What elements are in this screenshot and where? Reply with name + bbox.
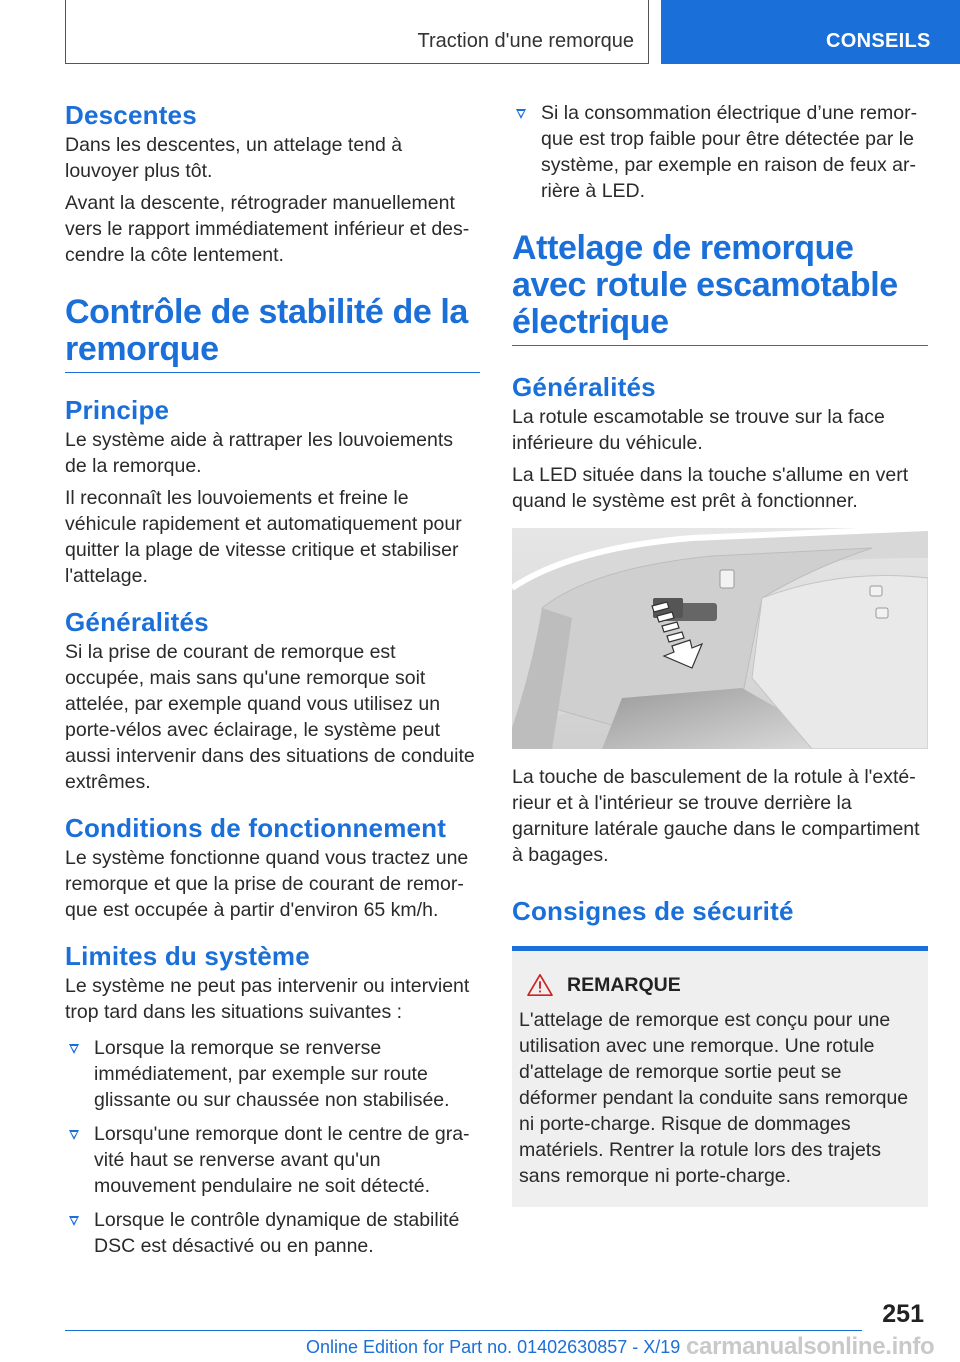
generalites-right-p1: La rotule escamotable se trouve sur la face inférieure du véhicule. — [512, 406, 885, 454]
warning-text: L'attelage de remorque est conçu pour une utilisation avec une remorque. Une rotule d'attelage de remorque sortie peut se déformer pendant la conduite sans remorque ni porte-charge. Risque de dommages matériels. Rentrer la rotule lors des trajets sans remorque ni porte-charge. — [519, 1009, 909, 1187]
limites-heading: Limites du système — [65, 941, 310, 971]
footer-rule — [65, 1330, 862, 1331]
principe-p1: Le système aide à rattraper les louvoiements de la remorque. — [65, 429, 454, 477]
trunk-illustration — [512, 528, 928, 749]
bullet-triangle-icon — [69, 1044, 79, 1054]
warning-triangle-icon — [525, 973, 555, 997]
limites-list — [65, 1035, 480, 1259]
generalites-heading-right: Généralités — [512, 372, 656, 402]
edition-text: Online Edition for Part no. 01402630857 - X/19 — [306, 1337, 681, 1357]
attelage-title: Attelage de remorque avec rotule escamotable électrique — [512, 230, 928, 346]
chapter-tab[interactable] — [661, 0, 960, 64]
list-item: Si la consommation électrique d’une remorque est trop faible pour être détectée par le système, par exemple en raison de feux arrière à LED. — [512, 100, 928, 204]
generalites-p1: Si la prise de courant de remorque est occupée, mais sans qu'une remorque soit attelée, par exemple quand vous utilisez un porte-vélos avec éclairage, le système peut aussi intervenir dans des situations de conduite extrêmes. — [65, 641, 475, 793]
conditions-p1: Le système fonctionne quand vous tractez une remorque et que la prise de courant de remorque est occupée à partir d'environ 65 km/h. — [65, 847, 469, 921]
descentes-heading: Descentes — [65, 100, 197, 130]
consignes-heading: Consignes de sécurité — [512, 896, 794, 926]
warning-title: REMARQUE — [567, 973, 681, 996]
list-item: Lorsque le contrôle dynamique de stabilité DSC est désactivé ou en panne. — [65, 1207, 480, 1259]
warning-header — [519, 973, 920, 997]
bullet-triangle-icon — [516, 109, 526, 119]
header-box — [65, 0, 649, 64]
bullet-triangle-icon — [69, 1216, 79, 1226]
figure-caption: La touche de basculement de la rotule à l'extérieur et à l'intérieur se trouve derrière la garniture latérale gauche dans le compartiment à bagages. — [512, 766, 920, 866]
page-number: 251 — [882, 1300, 924, 1328]
generalites-right-p2: La LED située dans la touche s'allume en vert quand le système est prêt à fonctionner. — [512, 464, 909, 512]
principe-p2: Il reconnaît les louvoiements et freine le véhicule rapidement et automatiquement pour quitter la plage de vitesse critique et stabiliser l'attelage. — [65, 487, 462, 587]
left-column — [65, 100, 480, 1267]
watermark: carmanualsonline.info — [686, 1333, 935, 1360]
section-title: Traction d'une remorque — [417, 30, 634, 52]
controle-title: Contrôle de stabilité de la remorque — [65, 294, 480, 373]
descentes-p1: Dans les descentes, un attelage tend à louvoyer plus tôt. — [65, 134, 403, 182]
chapter-tab-label: CONSEILS — [826, 30, 931, 52]
limites-p1: Le système ne peut pas intervenir ou intervient trop tard dans les situations suivantes : — [65, 975, 470, 1023]
descentes-p2: Avant la descente, rétrograder manuellement vers le rapport immédiatement inférieur et descendre la côte lentement. — [65, 192, 470, 266]
generalites-heading: Généralités — [65, 607, 209, 637]
conditions-heading: Conditions de fonctionnement — [65, 813, 447, 843]
principe-heading: Principe — [65, 395, 170, 425]
list-item: Lorsque la remorque se renverse immédiatement, par exemple sur route glissante ou sur chaussée non stabilisée. — [65, 1035, 480, 1113]
continued-list — [512, 100, 928, 204]
warning-box — [512, 946, 928, 1207]
bullet-triangle-icon — [69, 1130, 79, 1140]
right-column — [512, 100, 928, 1207]
list-item: Lorsqu'une remorque dont le centre de gravité haut se renverse avant qu'un mouvement pendulaire ne soit détecté. — [65, 1121, 480, 1199]
